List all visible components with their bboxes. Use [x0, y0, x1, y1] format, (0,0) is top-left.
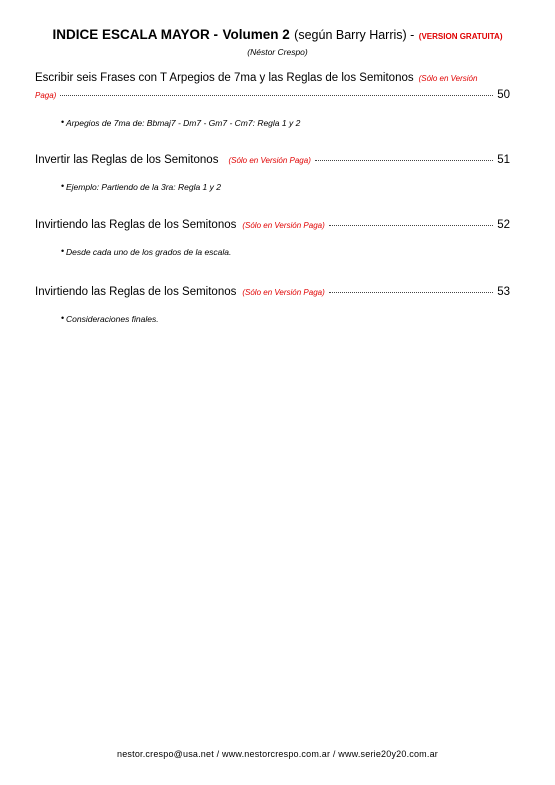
- title-main: INDICE ESCALA MAYOR -: [52, 27, 218, 42]
- page-number: 53: [497, 286, 510, 298]
- bullet-icon: •: [61, 313, 65, 323]
- toc-entry-1[interactable]: [35, 72, 510, 101]
- author: (Néstor Crespo): [247, 47, 308, 57]
- toc-entry-label: Escribir seis Frases con T Arpegios de 7ma y las Reglas de los Semitonos: [35, 72, 414, 84]
- document-title: [0, 26, 555, 44]
- toc-bullet-1: [61, 117, 301, 128]
- title-free-version: (VERSION GRATUITA): [418, 32, 503, 41]
- toc-entry-2[interactable]: [35, 154, 510, 166]
- toc-bullet-4: [61, 313, 159, 324]
- toc-bullet-3: [61, 246, 232, 257]
- bullet-icon: •: [61, 117, 65, 127]
- footer-contact: nestor.crespo@usa.net / www.nestorcrespo.com.ar / www.serie20y20.com.ar: [117, 749, 438, 759]
- bullet-text: Ejemplo: Partiendo de la 3ra: Regla 1 y 2: [66, 182, 221, 192]
- paid-version-note: (Sólo en Versión: [418, 74, 478, 83]
- toc-bullet-2: [61, 181, 221, 192]
- toc-entry-label: Invertir las Reglas de los Semitonos: [35, 154, 219, 166]
- paid-version-note: (Sólo en Versión Paga): [242, 221, 325, 230]
- page-number: 52: [497, 219, 510, 231]
- toc-entry-4[interactable]: [35, 286, 510, 298]
- title-volume: Volumen 2: [222, 27, 290, 42]
- page-number: 50: [497, 89, 510, 101]
- toc-entry-label: Invirtiendo las Reglas de los Semitonos: [35, 286, 237, 298]
- bullet-text: Desde cada uno de los grados de la escala.: [66, 247, 232, 257]
- title-subtitle: (según Barry Harris) -: [294, 28, 415, 42]
- leader-dots: [329, 225, 493, 226]
- bullet-text: Arpegios de 7ma de: Bbmaj7 - Dm7 - Gm7 - Cm7: Regla 1 y 2: [66, 118, 301, 128]
- paid-version-note: (Sólo en Versión Paga): [242, 288, 325, 297]
- toc-entry-3[interactable]: [35, 219, 510, 231]
- bullet-text: Consideraciones finales.: [66, 314, 159, 324]
- bullet-icon: •: [61, 181, 65, 191]
- paid-version-note-cont: Paga): [35, 91, 57, 100]
- leader-dots: [329, 292, 493, 293]
- toc-entry-label: Invirtiendo las Reglas de los Semitonos: [35, 219, 237, 231]
- page-number: 51: [497, 154, 510, 166]
- bullet-icon: •: [61, 246, 65, 256]
- paid-version-note: (Sólo en Versión Paga): [228, 156, 311, 165]
- leader-dots: [315, 160, 493, 161]
- leader-dots: [60, 95, 493, 96]
